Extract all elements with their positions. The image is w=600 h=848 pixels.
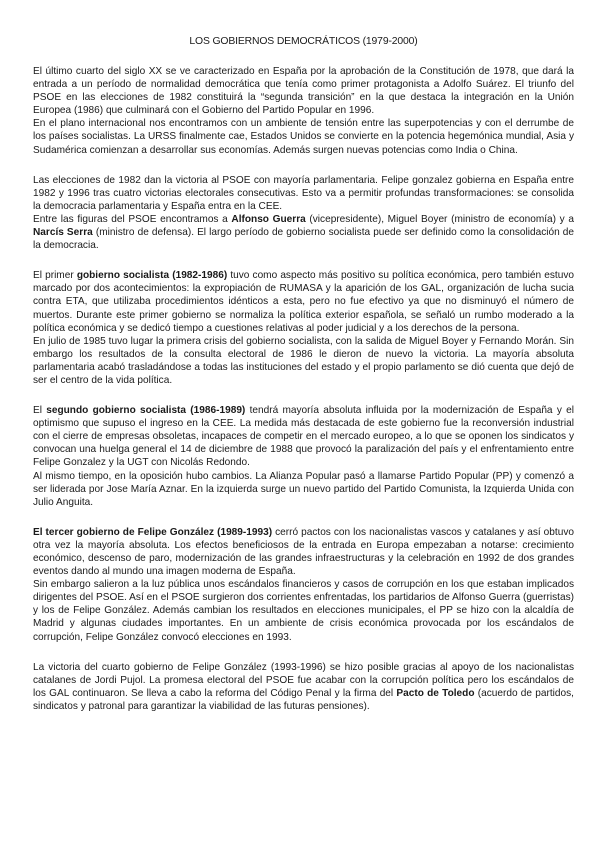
- text-run: Al mismo tiempo, en la oposición hubo cambios. La Alianza Popular pasó a llamarse Partido Popular (PP) y comenzó a ser liderada por Jose María Aznar. En la izquierda surge un nuevo partido del Partido Comunista, la Izquierda Unida con Julio Anguita.: [33, 470, 574, 508]
- text-run: El: [33, 405, 47, 417]
- paragraph: [33, 578, 574, 643]
- paragraph: [33, 526, 574, 578]
- bold-term: El tercer gobierno de Felipe González (1989-1993): [33, 526, 273, 538]
- text-run: (vicepresidente), Miguel Boyer (ministro de economía) y a: [305, 213, 574, 225]
- text-run: El último cuarto del siglo XX se ve caracterizado en España por la aprobación de la Constitución de 1978, que dará la entrada a un período de normalidad democrática que tenía como primer protagonista a Adolfo Suárez. El triunfo del PSOE en las elecciones de 1982 constituirá la “segunda transición” en la que destaca la integración en la Unión Europea (1986) que culminará con el Gobierno del Partido Popular en 1996.: [33, 66, 574, 117]
- bold-term: Alfonso Guerra: [231, 213, 306, 225]
- paragraph: [33, 335, 574, 387]
- section-elecciones-1982: [33, 174, 574, 253]
- text-run: tendrá mayoría absoluta influida por la modernización de España y el optimismo que supuso el ingreso en la CEE. La medida más destacada de este gobierno fue la reconversión industrial con el cierre de empresas obsoletas, incapaces de competir en el mercado europeo, a lo que se oponen los sindicatos y convocan una huelga general el 14 de diciembre de 1988 que provocó la paralización del país y el enfrentamiento entre Felipe Gonzalez y la UGT con Nicolás Redondo.: [33, 405, 574, 469]
- paragraph: [33, 174, 574, 213]
- text-run: En el plano internacional nos encontramos con un ambiente de tensión entre las superpotencias y con el derrumbe de los países socialistas. La URSS finalmente cae, Estados Unidos se convierte en la potencia hegemónica mundial, Asia y Sudamérica comienzan a desarrollar sus economías. Además surgen nuevas potencias como India o China.: [33, 118, 574, 156]
- paragraph: [33, 661, 574, 713]
- bold-term: Pacto de Toledo: [396, 687, 475, 699]
- paragraph: [33, 213, 574, 252]
- text-run: Sin embargo salieron a la luz pública unos escándalos financieros y casos de corrupción en los que estaban implicados dirigentes del PSOE. Así en el PSOE surgieron dos corrientes enfrentadas, los partidarios de Alfonso Guerra (guerristas) y los de Felipe González. Además cambian los resultados en elecciones municipales, el PP se hizo con la alcaldía de Madrid y algunas ciudades importantes. En un ambiente de crisis económica provocada por los escándalos de corrupción, Felipe González convocó elecciones en 1993.: [33, 579, 574, 643]
- paragraph: [33, 117, 574, 156]
- text-run: cerró pactos con los nacionalistas vascos y catalanes y así obtuvo otra vez la mayoría absoluta. Los efectos beneficiosos de la entrada en Europa empezaban a notarse: crecimiento económico, descenso de paro, modernización de las grandes infraestructuras y la celebración en 1992 de dos grandes eventos dando al mundo una imagen moderna de España.: [33, 526, 574, 578]
- text-run: (ministro de defensa). El largo período de gobierno socialista puede ser definido como la consolidación de la democracia.: [33, 227, 575, 252]
- section-cuarto-gobierno: [33, 661, 574, 713]
- text-run: tuvo como aspecto más positivo su política económica, pero también estuvo marcado por dos acontecimientos: la expropiación de RUMASA y la aparición de los GAL, organización de lucha sucia contra ETA, que utilizaba procedimientos idénticos a esta, pero no fue efectivo ya que no disminuyó el número de muertos. Durante este primer gobierno se normaliza la política exterior española, se señaló un rumbo moderado a la política económica y se dedicó tiempo a cuestiones relativas al poder judicial y a los derechos de la persona.: [33, 270, 574, 334]
- paragraph: [33, 470, 574, 509]
- paragraph: [33, 269, 574, 334]
- section-segundo-gobierno: [33, 404, 574, 509]
- section-primer-gobierno: [33, 269, 574, 387]
- bold-term: segundo gobierno socialista (1986-1989): [46, 405, 246, 417]
- text-run: Entre las figuras del PSOE encontramos a: [33, 213, 232, 225]
- document-title: LOS GOBIERNOS DEMOCRÁTICOS (1979-2000): [189, 36, 418, 47]
- bold-term: gobierno socialista (1982-1986): [76, 270, 228, 282]
- text-run: Las elecciones de 1982 dan la victoria al PSOE con mayoría parlamentaria. Felipe gonzalez gobierna en España entre 1982 y 1996 tras cuatro victorias electorales consecutivas. Esto va a permitir profundas transformaciones: se consolida la democracia parlamentaria y España entra en la CEE.: [33, 174, 574, 212]
- text-run: En julio de 1985 tuvo lugar la primera crisis del gobierno socialista, con la salida de Miguel Boyer y Fernando Morán. Sin embargo los resultados de la consulta electoral de 1986 le dieron de nuevo la victoria. La mayoría absoluta parlamentaria acabó trasladándose a todas las instituciones del estado y el propio parlamento se dió cuenta que dejó de ser el centro de la vida política.: [33, 335, 574, 386]
- section-introduccion: [33, 65, 574, 157]
- paragraph: [33, 404, 574, 469]
- bold-term: Narcís Serra: [33, 227, 93, 239]
- paragraph: [33, 65, 574, 117]
- text-run: El primer: [33, 270, 77, 282]
- text-run: (acuerdo de partidos, sindicatos y patronal para garantizar la viabilidad de las futuras pensiones).: [33, 687, 574, 712]
- section-tercer-gobierno: [33, 526, 574, 644]
- text-run: La victoria del cuarto gobierno de Felipe González (1993-1996) se hizo posible gracias al apoyo de los nacionalistas catalanes de Jordi Pujol. La promesa electoral del PSOE fue acabar con la corrupción política pero los escándalos de los GAL continuaron. Se lleva a cabo la reforma del Código Penal y la firma del: [33, 661, 574, 699]
